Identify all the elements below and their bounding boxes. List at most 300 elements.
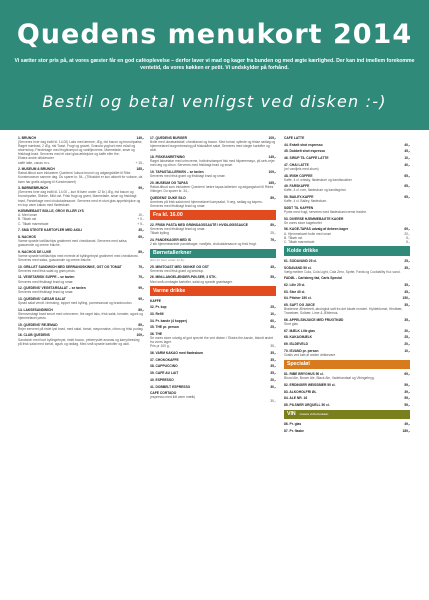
menu-item bbox=[150, 319, 276, 323]
menu-header bbox=[0, 0, 429, 130]
menu-item-name: 40. ESPRESSO bbox=[150, 377, 174, 382]
menu-item-name: 12. QUEDENS' VEGETARSALAT – se tavlen bbox=[18, 286, 86, 291]
menu-item-description: Bolle med oksekødsbøf, cheddarost og bacon. Med tomat, syltede og friske rødløg og hjemmelavet burgerdressing på friskskåret salat. Serveres med stegte kartofler og aioli. bbox=[150, 140, 276, 153]
menu-item-option bbox=[284, 240, 410, 244]
menu-item bbox=[150, 196, 276, 208]
menu-item-line bbox=[284, 136, 410, 140]
menu-item-name: FADØL - Carlsberg fad, Carls Special bbox=[284, 276, 342, 281]
option-label: A. Hjemmelavet bolle med smør bbox=[284, 231, 331, 236]
menu-item-line bbox=[284, 342, 410, 346]
menu-item-description: Rabat-tilbud som inkluderer Quedens' luksus brunch og adgangsbillet til Ribe Kunstmuseum samme dag. Du sparer kr. 54,- (Tilbuddet er kun aktuelt for voksne, da børn har gratis adgang til Kunstmuseet) bbox=[18, 171, 143, 184]
menu-item-description: Rabat-tilbud som inkluderer Quedens' lækre tapas-tallerken og adgangskort til Ribes Vikinger. Du sparer kr. 34,- bbox=[150, 184, 274, 193]
menu-item-name: 24. PANDEKAGER MED IS bbox=[150, 237, 191, 242]
menu-column-2 bbox=[150, 136, 276, 596]
menu-item bbox=[284, 206, 410, 214]
menu-item-price: 69,- bbox=[138, 234, 144, 239]
menu-item bbox=[284, 276, 410, 280]
menu-item bbox=[284, 422, 410, 426]
menu-item-description: Serveres med friskbagt brød og smør. bbox=[150, 226, 206, 231]
option-label: caffé latte, cacao m.v. bbox=[18, 160, 50, 165]
menu-item-price: 69,- bbox=[404, 372, 410, 377]
menu-item-price: 25,- bbox=[270, 325, 276, 330]
menu-item-name: 84. ALE NR. 16 bbox=[284, 396, 308, 401]
option-label: B. Tilkøb ost bbox=[284, 235, 303, 240]
menu-item-price: 59,- bbox=[404, 396, 410, 401]
menu-item-name: 65. SAFT OG JUICE bbox=[284, 303, 315, 308]
menu-item-line bbox=[150, 312, 276, 316]
menu-item-price: 150,- bbox=[402, 296, 410, 301]
menu-title: Quedens menukort 2014 bbox=[16, 19, 413, 50]
menu-item-price: 55,- bbox=[270, 275, 276, 280]
menu-item-option bbox=[150, 231, 276, 235]
option-label bbox=[150, 399, 270, 403]
menu-item-line bbox=[18, 333, 144, 337]
menu-item-price: 45,- bbox=[404, 289, 410, 294]
menu-item-description: Serveres med friskbagt brød og smør. bbox=[18, 279, 74, 284]
menu-item-option bbox=[150, 399, 276, 403]
menu-item-price: 10,- bbox=[270, 312, 276, 317]
menu-item-line bbox=[150, 385, 276, 389]
menu-item-name: 48. IRISH COFFEE bbox=[284, 173, 313, 178]
menu-item bbox=[150, 275, 276, 283]
menu-item bbox=[150, 325, 276, 329]
option-price: 10,- bbox=[138, 213, 144, 218]
menu-item-price: 89,- bbox=[270, 195, 276, 200]
menu-item-line bbox=[150, 358, 276, 362]
menu-item-name: KAFFE bbox=[150, 298, 161, 303]
menu-item-line bbox=[284, 335, 410, 339]
menu-item-line bbox=[284, 390, 410, 394]
menu-item-name: 10. GRILLET SANDWICH MED SERRANOSKINKE, OST OG TOMAT bbox=[18, 264, 122, 269]
option-label: Pris pr 100 g. bbox=[150, 344, 170, 349]
menu-item bbox=[150, 391, 276, 403]
menu-item-name: 67. MÆLK Lille glas bbox=[284, 328, 315, 333]
menu-item-name: 8. NACHOS bbox=[18, 234, 36, 239]
menu-item-description: Kaffe, 4 cl. rom, flødeskum og kandisgrind. bbox=[284, 188, 347, 193]
menu-item-price: 35,- bbox=[270, 371, 276, 376]
menu-item-description: Varme sprøde tortillachips med mirrede af kyllingebryst gratineret med cheddarost. Serveres med salsa, guacamole og creme fraiche. bbox=[18, 253, 139, 262]
menu-item-line bbox=[150, 351, 276, 355]
menu-item-description: Se vores store udvalg af god speciel the ved disken / Ekstra the-kande, blandt andet fra vores lager. bbox=[150, 336, 273, 345]
option-label: C. Tilkøb marmelade bbox=[18, 221, 49, 226]
option-price: 5,- bbox=[406, 235, 410, 240]
menu-item bbox=[150, 155, 276, 167]
menu-item-price: 79,- bbox=[138, 275, 144, 280]
menu-item-price: 89,- bbox=[138, 307, 144, 312]
menu-item-name: 3. BØRNEBRUNCH bbox=[18, 186, 48, 191]
menu-item-name: 64. Pitcher 150 cl. bbox=[284, 296, 312, 301]
menu-item bbox=[150, 332, 276, 348]
menu-item-description: Kaffe, 4 cl. Bailey, flødeskum. bbox=[284, 199, 328, 204]
option-price: + 15,- bbox=[135, 160, 144, 165]
menu-item-line bbox=[150, 371, 276, 375]
menu-item-name: 18. FISKEANRETNING bbox=[150, 154, 185, 159]
menu-item-line bbox=[150, 319, 276, 323]
menu-item-description: Blond Ale, Brown Ale, Black Ale, Vadehandsøl og Vikingebryg. bbox=[284, 376, 375, 381]
menu-item-name: 61. SODAVAND 25 cl. bbox=[284, 258, 318, 263]
menu-item-line bbox=[284, 429, 410, 433]
menu-item-price: 79,- bbox=[138, 264, 144, 269]
menu-item bbox=[150, 238, 276, 246]
menu-item-description: Stort glas bbox=[284, 322, 298, 327]
menu-item-price: 65,- bbox=[404, 173, 410, 178]
menu-item-description: Røget laksetatar med urtecreme, hvidvinsdampet fisk med kilpæremayo, pil-selv-rejer med æg og citron. Serveres med friskbagt brød og smør. bbox=[150, 159, 275, 168]
menu-item-name: 22. FRISK PASTA MED GRØNSAGSSAUTÉ I HVIDLØGSSAUCE bbox=[150, 222, 248, 227]
menu-item-price: 49,- bbox=[404, 422, 410, 427]
menu-item-description: (Serveres hver dag indtil kl. 14.00 – kun til børn under 12 år.) Æg, rist bacon og brunchpølse, Skinke, Mild ost, Frisk frugt og grønt, Marmelade, smør og friskbagt brød, Pandekage med chokoladesauce. Serveres med et stort glas appelsinjuice og en kop varm kakao med flødeskum. bbox=[18, 190, 141, 207]
menu-item bbox=[284, 163, 410, 171]
menu-item bbox=[18, 275, 144, 283]
menu-item bbox=[18, 209, 144, 225]
menu-item-description: Varme sprøde tortillachips gratineret med cheddarost. Serveres med salsa, guacamole og creme fraiche. bbox=[18, 239, 128, 248]
menu-item bbox=[284, 143, 410, 147]
menu-item-price: 189,- bbox=[402, 428, 410, 433]
menu-item-price: 25,- bbox=[270, 305, 276, 310]
menu-item-name: 15. QUEDENS' REJEMAD bbox=[18, 322, 58, 327]
menu-item-name: 7. SMÅ STEGTE KARTOFLER MED AIOLI bbox=[18, 228, 83, 233]
intro-text: Vi sætter stor pris på, at vores gæster får en god caféoplevelse – derfor laver vi mad og kager fra bunden og med ægte kærlighed. Der kan ind imellem forekomme ventetid, da vores køkken er petit. Vi undskylder på forhånd. bbox=[14, 58, 415, 71]
menu-item-name: 86. Pr. glas bbox=[284, 422, 302, 427]
menu-item bbox=[284, 174, 410, 182]
menu-item-description: Serveres med frisk salat og grøn pesto. bbox=[18, 268, 76, 273]
menu-item bbox=[150, 223, 276, 235]
menu-item-description: Pynte med frugt, serveres med flødeskum/creme fraiche. bbox=[284, 209, 368, 214]
section-header-wine bbox=[284, 410, 410, 420]
menu-item bbox=[150, 170, 276, 178]
menu-item bbox=[284, 372, 410, 380]
menu-item bbox=[150, 312, 276, 316]
menu-item-description: Anretnes på frisk salat med hjemmelavet karrysalat, ½ æg, rødløg og kapers. Serveres med friskbagt brød og smør. bbox=[150, 199, 263, 208]
menu-item-price: 10,- bbox=[404, 156, 410, 161]
menu-item-line bbox=[284, 143, 410, 147]
menu-item-description: Se vores store kageburfet bbox=[284, 220, 322, 225]
menu-item-line bbox=[150, 325, 276, 329]
menu-item-name: CAFÉ CORTADO bbox=[150, 391, 177, 396]
menu-item-name: 81. RIBE BRYGHUS 50 cl. bbox=[284, 372, 324, 377]
menu-item-price: 25,- bbox=[404, 258, 410, 263]
menu-item-price: 20,- bbox=[404, 342, 410, 347]
menu-item-name: 49. FARSKAFFE bbox=[284, 184, 310, 189]
menu-item-name: 1. BRUNCH bbox=[18, 136, 36, 140]
menu-item-price: 20,- bbox=[270, 377, 276, 382]
menu-item-name: 9. NACHOS DE LUXE bbox=[18, 249, 52, 254]
menu-item-name: 66. APPELSINJUICE MED FRUGTKØD bbox=[284, 318, 344, 322]
menu-item-price: 149,- bbox=[268, 154, 276, 159]
menu-item-option bbox=[150, 344, 276, 348]
menu-item bbox=[150, 385, 276, 389]
menu-item-line bbox=[284, 290, 410, 294]
menu-item bbox=[18, 297, 144, 305]
menu-item bbox=[284, 217, 410, 225]
menu-item-description: Sprød salat vendt i dressing, toppet med kylling, parmesanost og brødcrouton. bbox=[18, 301, 133, 306]
menu-item bbox=[150, 136, 276, 152]
menu-item-line bbox=[150, 305, 276, 309]
menu-item-description: (Serveres hver dag indtil kl. 14.00) Laks med æreme, Æg, rist bacon og brunchpølse, Røget mørbrad, 2 Æg, rist Toast, Frugt og gravet, Granola yoghurt med müsli og ahornsirup, Pandekage med frugtkompot og vanilljecreme, Marmelade, smør og friskbagt brød. Serveres med et stort glas æblejuice og kaffe eller the. bbox=[18, 140, 143, 157]
menu-item-line bbox=[284, 396, 410, 400]
menu-item-description: Sandwich med bort kyllingebryst, ristet bacon, peberrystet ananas og karrydressing på frisk salat med tomat, agurk og rødløg. Med små sprøde kartofler og aioli. bbox=[18, 337, 140, 346]
menu-item-line bbox=[150, 378, 276, 382]
menu-item bbox=[284, 156, 410, 160]
menu-item-name: 33. Refill bbox=[150, 312, 164, 317]
menu-item-price: 35,- bbox=[404, 283, 410, 288]
section-header: Børnetallerkner bbox=[150, 249, 276, 259]
menu-item bbox=[18, 186, 144, 206]
menu-item-name: SODAVAND 50 cl. bbox=[284, 265, 312, 270]
menu-item-description: 2 stk hjemmelavede pandekager, vaniljeis, chokoladesauce og frisk frugt. bbox=[150, 241, 257, 246]
option-price: 35,- bbox=[270, 344, 276, 349]
menu-item-name: 69. ISLDEVELD bbox=[284, 342, 309, 347]
menu-item bbox=[284, 266, 410, 274]
option-label: Ekstra andre drikkevarer bbox=[18, 156, 54, 161]
menu-item bbox=[150, 181, 276, 193]
section-subtitle: (kun for børn under 12 år) bbox=[150, 258, 185, 263]
menu-item-name: 82. ERDINGER WEISSBIER 50 cl. bbox=[284, 382, 336, 387]
menu-item-description: (espresso med lidt varm mælk) bbox=[150, 395, 196, 400]
option-price: + 5,- bbox=[137, 217, 144, 222]
menu-item-name: 85. PILSNER URQUELL 50 cl. bbox=[284, 402, 330, 407]
section-header: Fra kl. 16.00 bbox=[150, 210, 276, 220]
menu-item-price: 35,- bbox=[270, 351, 276, 356]
menu-item-line bbox=[284, 329, 410, 333]
menu-item-name: 20. MUSEUM OG TAPAS bbox=[150, 180, 188, 185]
menu-item bbox=[284, 184, 410, 192]
menu-item bbox=[150, 378, 276, 382]
menu-item-line bbox=[284, 296, 410, 300]
menu-item bbox=[284, 318, 410, 326]
menu-item bbox=[284, 136, 410, 140]
menu-item-name: 34. Pr. kande (4 kopper) bbox=[150, 318, 188, 323]
menu-item bbox=[284, 390, 410, 394]
menu-item-line bbox=[284, 283, 410, 287]
menu-item-price: 60,- bbox=[270, 318, 276, 323]
menu-column-3 bbox=[284, 136, 410, 596]
menu-item-description: Gratis ved køb af anden drikkevare bbox=[284, 352, 336, 357]
menu-item-name: 62. Lille 25 cl. bbox=[284, 283, 306, 288]
option-price: 5,- bbox=[406, 239, 410, 244]
menu-item bbox=[18, 250, 144, 262]
menu-item-name: 83. ALKOHOLFRI ØL bbox=[284, 389, 317, 394]
menu-item-line bbox=[150, 299, 276, 303]
menu-item-name: 19. TAPASTALLERKEN – se tavlen bbox=[150, 169, 204, 174]
order-at-counter-note: Bestil og betal venligst ved disken :-) bbox=[42, 92, 387, 111]
menu-item-price: 39,- bbox=[404, 389, 410, 394]
menu-item bbox=[284, 227, 410, 243]
menu-item-price: 20,- bbox=[404, 328, 410, 333]
menu-item-name: 39. CAFÉ AU LAIT bbox=[150, 371, 179, 376]
menu-item-price: 40,- bbox=[404, 162, 410, 167]
menu-item bbox=[150, 364, 276, 368]
menu-item bbox=[150, 305, 276, 309]
menu-item-price: 35,- bbox=[404, 318, 410, 322]
menu-item-name: 41. DOBBELT ESPRESSO bbox=[150, 384, 191, 389]
menu-item-price: 45,- bbox=[404, 149, 410, 154]
menu-item bbox=[284, 429, 410, 433]
section-header-subtitle: Husets vinhuhuskaan bbox=[299, 412, 329, 417]
menu-item-price: 59,- bbox=[404, 402, 410, 407]
menu-item-price: 35,- bbox=[270, 357, 276, 362]
menu-item-name: 11. VEGETARISK SUPPE – se tavlen bbox=[18, 275, 75, 280]
menu-item-line bbox=[18, 228, 144, 232]
menu-item-price: 25,- bbox=[404, 335, 410, 340]
menu-item bbox=[284, 396, 410, 400]
menu-item-name: CAFE LATTE bbox=[284, 136, 305, 140]
menu-item-line bbox=[150, 364, 276, 368]
menu-item-name: 47. CHAI LATTE bbox=[284, 162, 309, 167]
menu-item-line bbox=[284, 276, 410, 280]
menu-item-line bbox=[284, 318, 410, 322]
menu-item-name: 2. MUSEUM & BRUNCH bbox=[18, 167, 55, 172]
menu-item-line bbox=[284, 156, 410, 160]
menu-item-price: 35,- bbox=[270, 364, 276, 369]
menu-item-price: 65,- bbox=[404, 184, 410, 189]
menu-item-description: Med små ovnbagte kartofler, salat og sprøde grøntsager. bbox=[150, 279, 233, 284]
menu-item-name: 25. MINITOAST MED SKINKE OG OST bbox=[150, 264, 209, 269]
menu-item-name: 14. LAKSESANDWICH bbox=[18, 307, 53, 312]
menu-item-price: 185,- bbox=[136, 167, 144, 172]
menu-item-name: 56. KAGE-TAPAS udvalg af dekeen kager bbox=[284, 227, 349, 232]
menu-item-name: 35. THE pr. person bbox=[150, 325, 179, 330]
menu-item bbox=[284, 303, 410, 315]
menu-item-line bbox=[284, 149, 410, 153]
menu-item-description: Serveres med frisk grønt og ketchup. bbox=[150, 268, 205, 273]
menu-item bbox=[284, 383, 410, 387]
menu-item-name: 87. Pr. flaske bbox=[284, 428, 304, 433]
option-price: 30,- bbox=[270, 399, 276, 404]
menu-item-price: 165,- bbox=[268, 180, 276, 185]
section-header-label: VIN bbox=[287, 411, 296, 418]
menu-item-line bbox=[284, 383, 410, 387]
menu-item-name: 53. DIVERSE HJEMMEBAGTE KAGER bbox=[284, 216, 344, 221]
menu-item bbox=[18, 136, 144, 165]
menu-item-price: 89,- bbox=[138, 322, 144, 327]
menu-item bbox=[18, 228, 144, 232]
option-price: + 5,- bbox=[137, 221, 144, 226]
menu-item-price: 30,- bbox=[270, 384, 276, 389]
menu-item-price: 99,- bbox=[138, 286, 144, 291]
option-price: 25,- bbox=[270, 231, 276, 236]
option-label: B. Tilkøb ost bbox=[18, 217, 37, 222]
menu-item-name: 45. Dobbelt shot espresso bbox=[284, 149, 326, 154]
menu-item-price: 99,- bbox=[138, 186, 144, 191]
menu-item-price: 109,- bbox=[136, 333, 144, 338]
menu-item bbox=[284, 349, 410, 357]
menu-item-line bbox=[284, 259, 410, 263]
menu-item-description: (m/ vaniljeis med skum) bbox=[284, 166, 319, 171]
menu-item-option bbox=[18, 161, 144, 165]
menu-item bbox=[150, 351, 276, 355]
menu-item bbox=[284, 335, 410, 339]
menu-item-name: HJEMMEBAGT BOLLE, GROV ELLER LYS bbox=[18, 209, 84, 214]
menu-item-name: 50. BAILEY-KAFFE bbox=[284, 195, 314, 200]
menu-item-price: 149,- bbox=[136, 136, 144, 140]
menu-item-line bbox=[284, 403, 410, 407]
menu-item-price: 79,- bbox=[270, 237, 276, 242]
menu-item-name: 32. Pr. kop bbox=[150, 305, 167, 310]
menu-item bbox=[284, 290, 410, 294]
menu-item-price: 35,- bbox=[404, 265, 410, 270]
menu-item-name: 63. Stor 40 cl. bbox=[284, 289, 306, 294]
menu-item bbox=[284, 149, 410, 153]
menu-item bbox=[150, 299, 276, 303]
menu-item bbox=[18, 235, 144, 247]
menu-item-price: 69,- bbox=[404, 227, 410, 232]
menu-item-price: 59,- bbox=[404, 382, 410, 387]
menu-item bbox=[150, 371, 276, 375]
menu-item-description: Serveres med friskbagt brød og smør. bbox=[18, 290, 74, 295]
menu-item-price: 99,- bbox=[138, 297, 144, 302]
menu-item-name: 17. QUEDENS BURGER bbox=[150, 136, 188, 140]
menu-item bbox=[18, 333, 144, 345]
menu-item-description: Kaffe, 4 cl. whisky, flødeskum og kandissukker bbox=[284, 177, 352, 182]
menu-item bbox=[284, 342, 410, 346]
menu-item-name: 13. QUEDENS' CÆSAR SALAT bbox=[18, 297, 66, 302]
menu-item bbox=[150, 265, 276, 273]
section-header: Varme drikke bbox=[150, 286, 276, 296]
menu-item-price: 40,- bbox=[404, 142, 410, 147]
menu-item-description: Vælg mellem Cola, Cola Light, Cola Zero, Sprite, Fanta og Cocktailby Kur-vand. bbox=[284, 269, 401, 274]
menu-item-price: 89,- bbox=[138, 249, 144, 254]
menu-item-price: 45,- bbox=[270, 264, 276, 269]
menu-item-price: 10,- bbox=[404, 348, 410, 353]
menu-item-description: Stenovnsbagt brød smurt med urtecreme, fint røget laks, frisk salat, tomater, agurk og hjemmelavet pesto. bbox=[18, 311, 143, 320]
menu-item bbox=[18, 286, 144, 294]
menu-item-name: 44. Enkelt shot espresso bbox=[284, 142, 323, 147]
section-header: Specialøl bbox=[284, 360, 410, 370]
menu-item bbox=[284, 195, 410, 203]
menu-item bbox=[284, 259, 410, 263]
menu-item-name: 26. MINI-LANGELÆNDER-PØLSER, 3 STK. bbox=[150, 275, 217, 280]
menu-item-name: QUEDENS' DUKE SILD bbox=[150, 195, 186, 200]
menu-item-option bbox=[18, 222, 144, 226]
menu-item-price: 109,- bbox=[268, 169, 276, 174]
menu-item bbox=[150, 358, 276, 362]
section-header: Kolde drikke bbox=[284, 246, 410, 256]
menu-item bbox=[284, 329, 410, 333]
menu-item bbox=[284, 403, 410, 407]
menu-item-name: 36. THE bbox=[150, 332, 163, 337]
menu-item bbox=[18, 308, 144, 320]
menu-item-name: 38. CAPPUCCINO bbox=[150, 364, 178, 369]
menu-item-price: 35,- bbox=[138, 228, 144, 233]
menu-item bbox=[18, 167, 144, 183]
menu-item-description: Bradenne Ærkebrett, økologisk saft fra det lokale mosteri. Hyldeblomst, Hindbær, Tranebær, Solbær, Lime & Æblemos. bbox=[284, 307, 403, 316]
menu-item-price: 89,- bbox=[270, 222, 276, 227]
menu-item bbox=[284, 283, 410, 287]
option-label: A. Med smør bbox=[18, 213, 37, 218]
menu-item-name: 36. VARM KAKAO med flødeskum bbox=[150, 351, 204, 356]
menu-item bbox=[18, 265, 144, 273]
menu-item-price: 65,- bbox=[404, 195, 410, 200]
option-label: Tilkøb kylling bbox=[150, 231, 169, 236]
menu-item bbox=[284, 296, 410, 300]
option-price: 20,- bbox=[404, 231, 410, 236]
menu-item-name: 37. CHOKOKAFFE bbox=[150, 357, 179, 362]
menu-item-name: SØDT TIL KAFFEN bbox=[284, 205, 314, 210]
menu-item-name: 16. CLUB QUEDENS bbox=[18, 333, 50, 338]
option-label: C. Tilkøb marmelade bbox=[284, 239, 315, 244]
menu-item-name: 70. ISVAND pr. person bbox=[284, 348, 319, 353]
menu-item-name: 68. KAKAOMÆLK bbox=[284, 335, 313, 340]
menu-item-name: 46. SIRUP TIL CAFFÉ LATTE bbox=[284, 156, 329, 161]
menu-item-line bbox=[150, 196, 276, 200]
menu-item-description: Serveres med frisk grønt og friskbagt brød og smør. bbox=[150, 173, 226, 178]
menu-item-price: 109,- bbox=[268, 136, 276, 140]
menu-item bbox=[18, 323, 144, 331]
menu-item-line bbox=[150, 275, 276, 279]
menu-item-line bbox=[284, 422, 410, 426]
menu-item-price: 35,- bbox=[404, 303, 410, 308]
menu-item-line bbox=[18, 275, 144, 279]
